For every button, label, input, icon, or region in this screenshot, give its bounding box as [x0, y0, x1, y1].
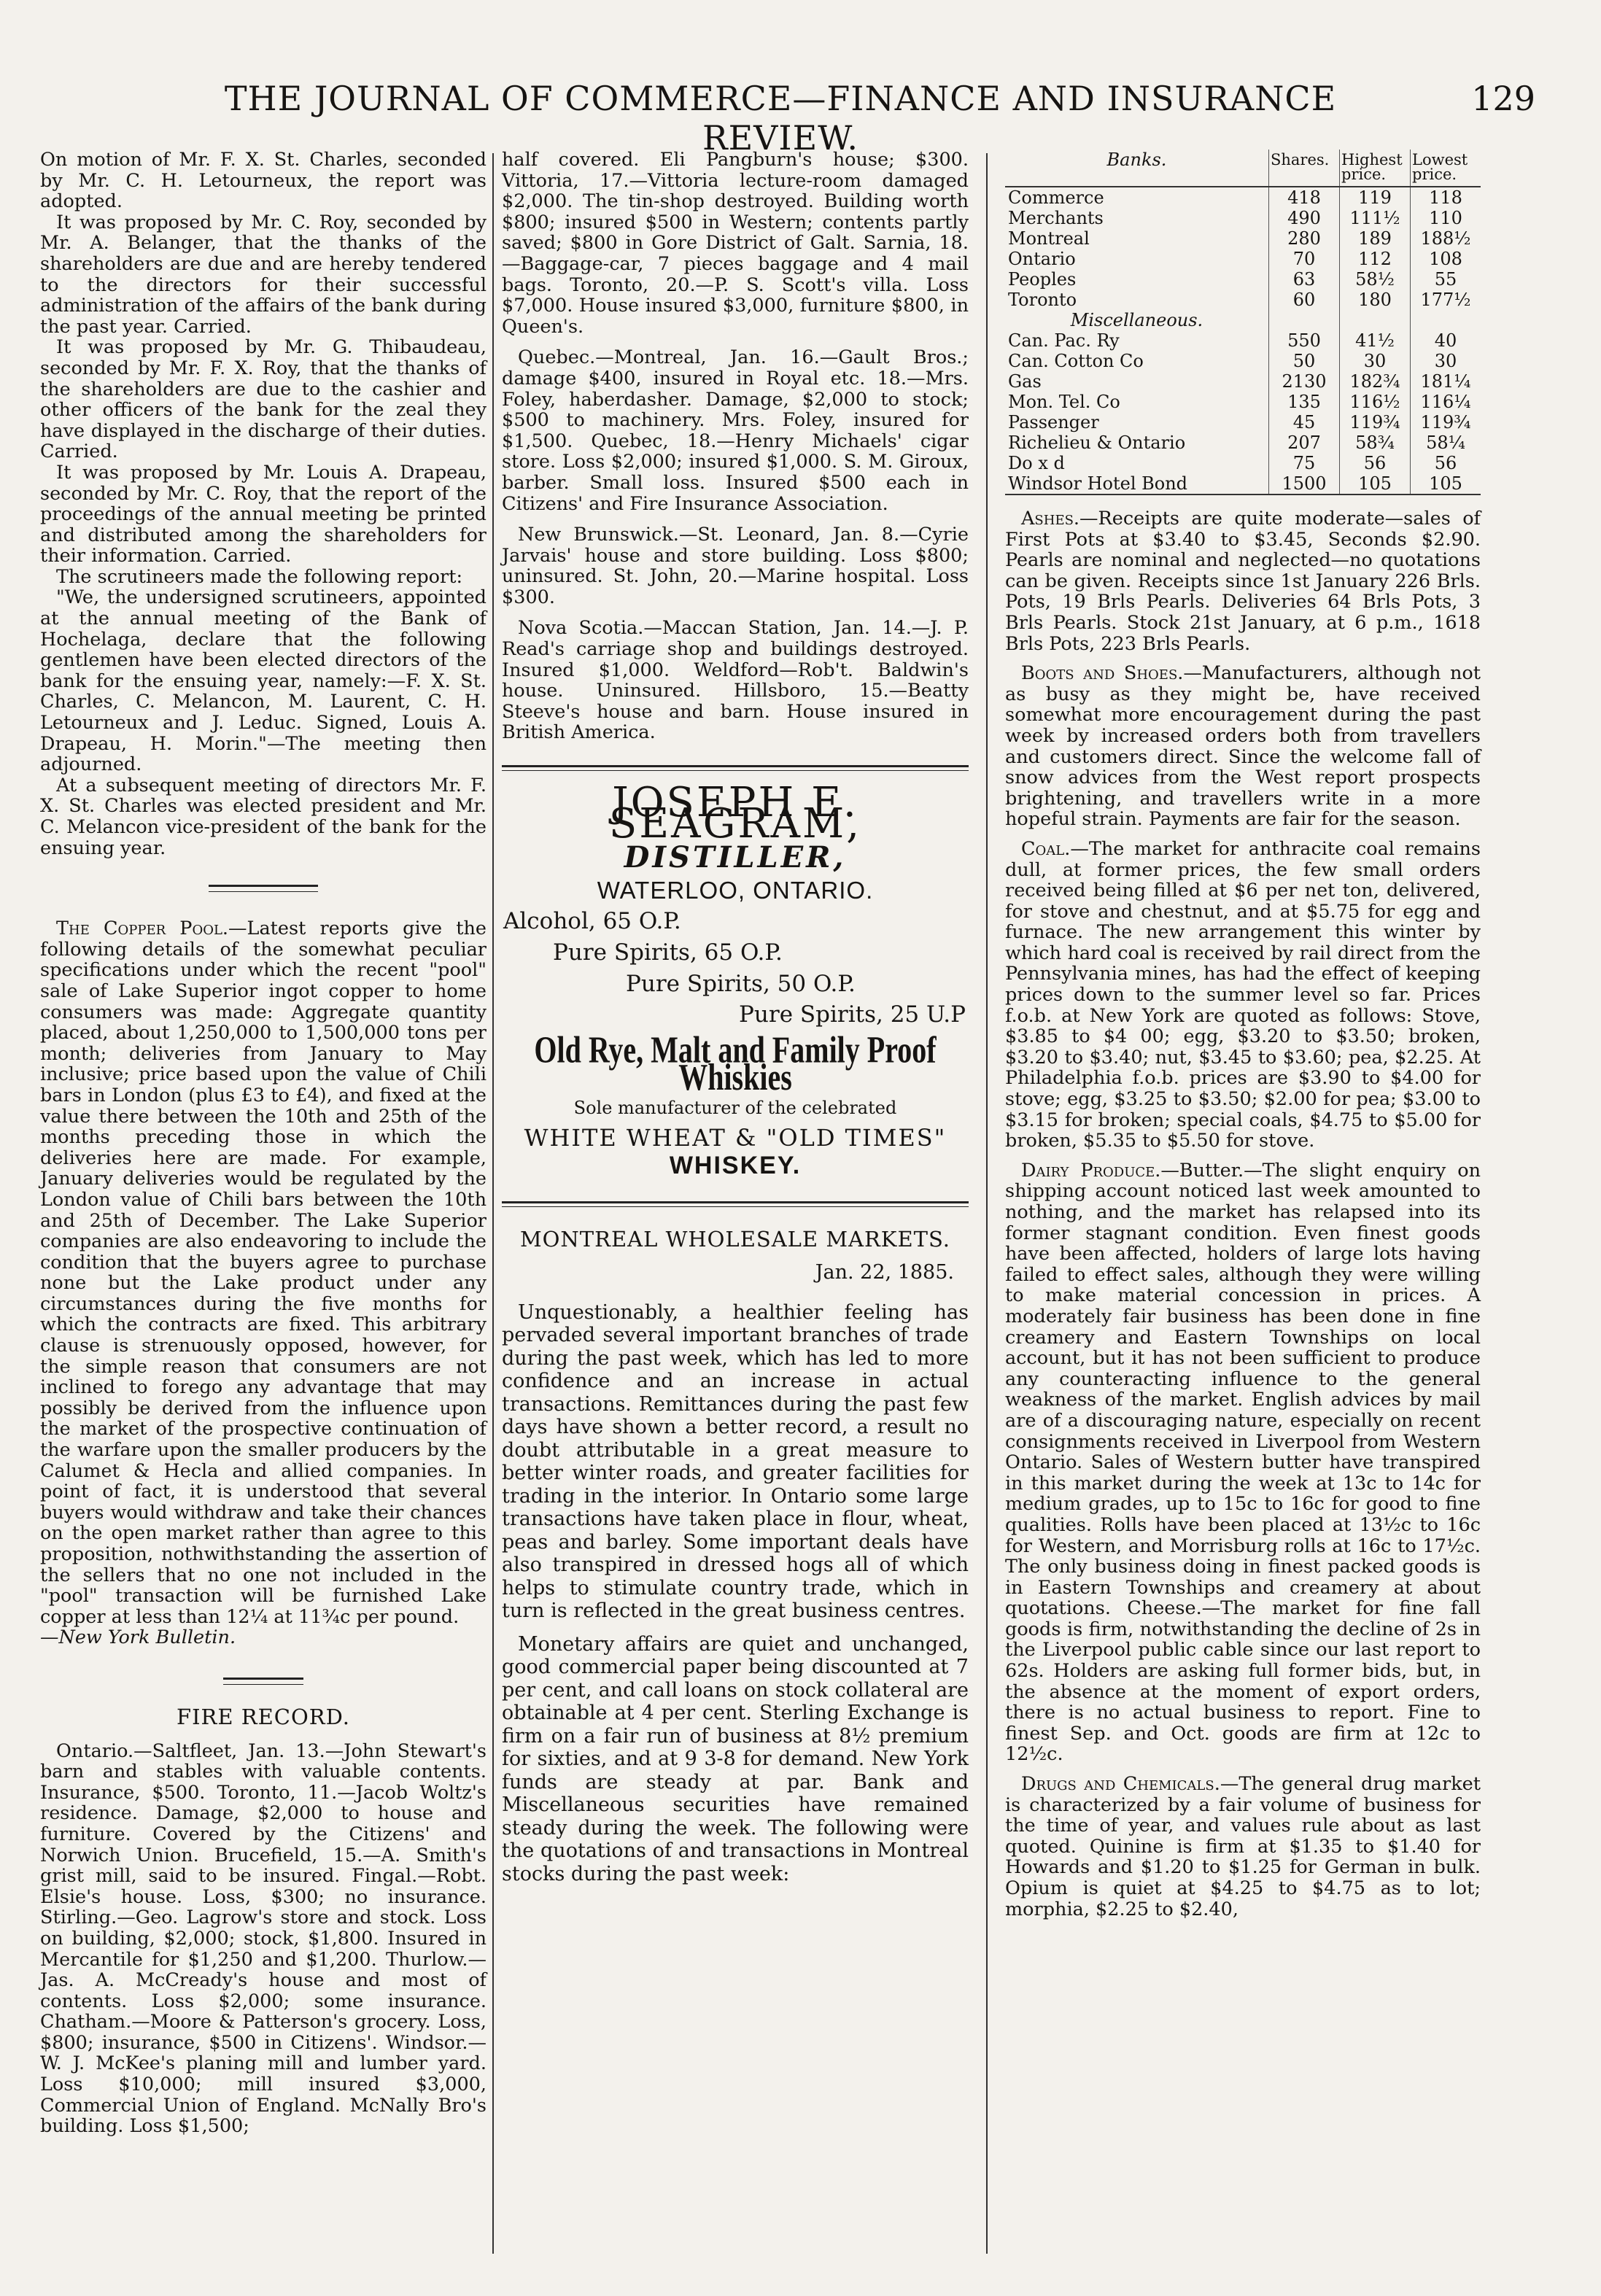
stock-name: Mon. Tel. Co: [1008, 392, 1120, 412]
fire-record-quebec: Quebec.—Montreal, Jan. 16.—Gault Bros.; damage $400, insured in Royal etc. 18.—Mrs. Foley, haberdasher. Damage, $2,000 to stock; $500 to machinery. Mrs. Foley, insured for $1,500. Quebec, 18.—Henry Michaels' cigar store. Loss $2,000; insured $1,000. S. M. Giroux, barber. Small loss. Insured $500 each in Citizens' and Fire Insurance Association.: [502, 346, 969, 515]
stock-shares: 45: [1269, 412, 1340, 433]
stock-shares: 418: [1269, 187, 1340, 208]
section-rule: [209, 885, 318, 892]
empty-cell: [1269, 310, 1340, 330]
journal-title: THE JOURNAL OF COMMERCE—FINANCE AND INSURANCE REVIEW.: [224, 79, 1337, 158]
section-lead: Coal.: [1021, 837, 1071, 860]
column-divider: [492, 153, 494, 2254]
fire-record-nova-scotia: Nova Scotia.—Maccan Station, Jan. 14.—J. P. Read's carriage shop and buildings destroyed. Insured $1,000. Weldford—Rob't. Baldwin's house. Uninsured. Hillsboro, 15.—Beatty Steeve's house and barn. House insured in British America.: [502, 617, 969, 744]
fire-record-title: FIRE RECORD.: [176, 1704, 351, 1729]
table-row: [1005, 228, 1481, 249]
paragraph: On motion of Mr. F. X. St. Charles, seconded by Mr. C. H. Letourneux, the report was adopted.: [40, 149, 486, 213]
section-lead: The Copper Pool.: [56, 918, 229, 940]
paragraph-text: —The market for anthracite coal remains dull, at former prices, the few small orders received being filled at $6 per net ton, delivered, for stove and chestnut, and at $5.75 for egg and furnace. The new arrangement this winter by which hard coal is received by rail direct from the Pennsylvania mines, has had the effect of keeping prices down to the summer level so far. Prices f.o.b. at New York are quoted as follows: Stove, $3.85 to $4 00; egg, $3.20 to $3.50; broken, $3.20 to $3.40; nut, $3.45 to $3.60; pea, $2.25. At Philadelphia f.o.b. prices are $3.90 to $4.00 for stove; egg, $3.25 to $3.50; $2.00 for pea; $3.00 to $3.15 for broken; special coals, $4.75 to $5.00 for broken, $5.35 to $5.50 for stove.: [1005, 837, 1481, 1152]
section-lead: Ashes.: [1021, 508, 1080, 530]
stock-shares: 207: [1269, 433, 1340, 453]
paragraph: [1005, 839, 1481, 1152]
stock-highest-price: 182¾: [1340, 371, 1411, 392]
table-subheading-row: [1005, 310, 1481, 330]
stock-lowest-price: 30: [1411, 351, 1481, 371]
stock-shares: 1500: [1269, 473, 1340, 495]
paragraph: It was proposed by Mr. C. Roy, seconded by Mr. A. Belanger, that the thanks of the shareholders are due and are hereby tendered to the directors for their successful administration of the affairs of the bank during the past year. Carried.: [40, 211, 486, 338]
fire-record-ontario: Ontario.—Saltfleet, Jan. 13.—John Stewart's barn and stables with valuable contents. Insurance, $500. Toronto, 11.—Jacob Woltz's residence. Damage, $2,000 to house and furniture. Covered by the Citizens' and Norwich Union. Brucefield, 15.—A. Smith's grist mill, said to be insured. Fingal.—Robt. Elsie's house. Loss, $300; no insurance. Stirling.—Geo. Lagrow's store and stock. Loss on building, $2,000; stock, $1,800. Insured in Mercantile for $1,250 and $1,200. Thurlow.—Jas. A. McCready's house and most of contents. Loss $2,000; some insurance. Chatham.—Moore & Patterson's grocery. Loss, $800; insurance, $500 in Citizens'. Windsor.—W. J. McKee's planing mill and lumber yard. Loss $10,000; mill insured $3,000, Commercial Union of England. McNally Bro's building. Loss $1,500;: [40, 1740, 486, 2138]
markets-article: [502, 1301, 969, 1886]
paragraph: "We, the undersigned scrutineers, appointed at the annual meeting of the Bank of Hochelaga, declare that the following gentlemen have been elected directors of the bank for the ensuing year, namely:—F. X. St. Charles, C. Melancon, M. Laurent, C. H. Letourneux and J. Leduc. Signed, Louis A. Drapeau, H. Morin."—The meeting then adjourned.: [40, 586, 486, 776]
stock-highest-price: 58¾: [1340, 433, 1411, 453]
stock-highest-price: 58½: [1340, 269, 1411, 290]
stock-name: Merchants: [1008, 208, 1104, 228]
stock-name: Peoples: [1008, 269, 1077, 290]
paragraph: Monetary affairs are quiet and unchanged, good commercial paper being discounted at 7 per cent, and call loans on stock collateral are obtainable at 4 per cent. Sterling Exchange is firm on a fair run of business at 8½ premium for sixties, and at 9 3-8 for demand. New York funds are steady at par. Bank and Miscellaneous securities have remained steady during the week. The following were the quotations of and transactions in Montreal stocks during the past week:: [502, 1632, 969, 1885]
stock-lowest-price: 116¼: [1411, 392, 1481, 412]
market-reports: [1005, 508, 1481, 1920]
column-header: Shares.: [1269, 150, 1340, 187]
page-number: 129: [1471, 79, 1535, 118]
column-2: [502, 150, 969, 1885]
stock-highest-price: 112: [1340, 249, 1411, 269]
misc-subheading: Miscellaneous.: [1070, 310, 1203, 330]
column-header: Lowest price.: [1411, 150, 1481, 187]
stock-highest-price: 116½: [1340, 392, 1411, 412]
stock-highest-price: 111½: [1340, 208, 1411, 228]
stock-shares: 63: [1269, 269, 1340, 290]
column-header: Banks.: [1005, 150, 1269, 187]
table-row: [1005, 433, 1481, 453]
stock-quotations-table: [1005, 150, 1481, 495]
stock-name: Richelieu & Ontario: [1008, 433, 1186, 453]
table-row: [1005, 371, 1481, 392]
stock-highest-price: 56: [1340, 453, 1411, 473]
paragraph-text: —Manufacturers, although not as busy as they might be, have received somewhat more encouragement during the past week by increased orders both from travellers and customers direct. Since the welcome fall of snow advices from the West report prospects brightening, and travellers write in a more hopeful strain. Payments are fair for the season.: [1005, 662, 1481, 831]
stock-name: Ontario: [1008, 249, 1076, 269]
stock-lowest-price: 118: [1411, 187, 1481, 208]
stock-highest-price: 189: [1340, 228, 1411, 249]
stock-lowest-price: 56: [1411, 453, 1481, 473]
stock-name: Gas: [1008, 371, 1042, 392]
ad-sole: Sole manufacturer of the celebrated: [573, 1097, 897, 1118]
stock-lowest-price: 119¾: [1411, 412, 1481, 433]
stock-highest-price: 41½: [1340, 330, 1411, 351]
stock-name: Passenger: [1008, 412, 1099, 433]
table-row: [1005, 453, 1481, 473]
stock-shares: 50: [1269, 351, 1340, 371]
stock-shares: 280: [1269, 228, 1340, 249]
copper-pool-article: [40, 918, 486, 1648]
paragraph: [1005, 1774, 1481, 1920]
ad-product-line: Pure Spirits, 25 U.P: [739, 1001, 966, 1028]
table-row: [1005, 249, 1481, 269]
paragraph: Unquestionably, a healthier feeling has pervaded several important branches of trade during the past week, which has led to more confidence and an increase in actual transactions. Remittances during the past few days have shown a better record, a result no doubt attributable in a great measure to better winter roads, and greater facilities for trading in the interior. In Ontario some large transactions have taken place in flour, wheat, peas and barley. Some important deals have also transpired in dressed hogs all of which helps to stimulate country trade, which in turn is reflected in the great business centres.: [502, 1300, 969, 1623]
table-row: [1005, 187, 1481, 208]
table-row: [1005, 330, 1481, 351]
stock-lowest-price: 105: [1411, 473, 1481, 495]
ad-product-line: Alcohol, 65 O.P.: [503, 908, 681, 935]
section-lead: Dairy Produce.: [1021, 1159, 1161, 1182]
stock-name: Windsor Hotel Bond: [1005, 473, 1269, 495]
stock-highest-price: 30: [1340, 351, 1411, 371]
paragraph: [1005, 663, 1481, 830]
fire-record-new-brunswick: New Brunswick.—St. Leonard, Jan. 8.—Cyrie Jarvais' house and store building. Loss $800; uninsured. St. John, 20.—Marine hospital. Loss $300.: [502, 524, 969, 608]
table-row: [1005, 392, 1481, 412]
column-divider: [986, 153, 988, 2254]
stock-shares: 60: [1269, 290, 1340, 310]
stock-lowest-price: 177½: [1411, 290, 1481, 310]
article-source: —New York Bulletin.: [40, 1626, 236, 1649]
table-row: [1005, 208, 1481, 228]
stock-lowest-price: 188½: [1411, 228, 1481, 249]
paragraph-text: —The general drug market is characterized by a fair volume of business for the time of year, and values rule about as last quoted. Quinine is firm at $1.35 to $1.40 for Howards and $1.20 to $1.25 for German in bulk. Opium is quiet at $4.25 to $4.75 as to lot; morphia, $2.25 to $2.40,: [1005, 1773, 1481, 1920]
stock-highest-price: 119¾: [1340, 412, 1411, 433]
column-3: [1005, 150, 1481, 1920]
table-header-row: [1005, 150, 1481, 187]
stock-lowest-price: 108: [1411, 249, 1481, 269]
paragraph-text: —Butter.—The slight enquiry on shipping account noticed last week amounted to nothing, and the market has relapsed into its former stagnant condition. Even finest goods have been affected, holders of large lots having failed to effect sales, although they were willing to make material concession in prices. A moderately fair business has been done in fine creamery and Eastern Townships on local account, but it has not been sufficient to produce any counteracting influence to the general weakness of the market. English advices by mail are of a discouraging nature, especially on recent consignments received in Liverpool from Western Ontario. Sales of Western butter have transpired in this market during the week at 13c to 14c for medium grades, up to 15c to 16c for good to fine qualities. Rolls have been placed at 13½c to 16c for Western, and Morrisburg rolls at 16c to 17½c. The only business doing in finest packed goods is in Eastern Townships and creamery at about quotations. Cheese.—The market for fine fall goods is firm, notwithstanding the decline of 2s in the Liverpool public cable since our last report to 62s. Holders are asking full former bids, but, in the absence at the moment of export orders, there is no actual business to report. Fine to finest Sep. and Oct. goods are firm at 12c to 12½c.: [1005, 1159, 1481, 1766]
ad-place: WATERLOO, ONTARIO.: [597, 876, 874, 904]
fire-record-continued: half covered. Eli Pangburn's house; $300. Vittoria, 17.—Vittoria lecture-room damaged $2,000. The tin-shop destroyed. Building worth $800; insured $500 in Western; contents partly saved; $800 in Gore District of Galt. Sarnia, 18.—Baggage-car, 7 pieces baggage and 4 mail bags. Toronto, 20.—P. S. Scott's villa. Loss $7,000. House insured $3,000, furniture $800, in Queen's.: [502, 149, 969, 338]
paragraph-text: —Receipts are quite moderate—sales of First Pots at $3.40 to $3.45, Seconds $2.90. Pearls are nominal and neglected—no quotations can be given. Receipts since 1st January 226 Brls. Pots, 19 Brls Pearls. Deliveries 64 Brls Pots, 3 Brls Pearls. Stock 21st January, at 6 p.m., 1618 Brls Pots, 223 Brls Pearls.: [1005, 508, 1481, 655]
stock-lowest-price: 110: [1411, 208, 1481, 228]
article-text: —Latest reports give the following details of the somewhat peculiar specifications under which the recent "pool" sale of Lake Superior ingot copper to home consumers was made: Aggregate quantity placed, about 1,250,000 to 1,500,000 tons per month; deliveries from January to May inclusive; price based upon the value of Chili bars in London (plus £3 to £4), and fixed at the value there between the 10th and 25th of the months preceding those in which the deliveries here are made. For example, January deliveries would be regulated by the London value of Chili bars between the 10th and 25th of December. The Lake Superior companies are also endeavoring to include the condition that the buyers agree to purchase none but the Lake product under any circumstances during the five months for which the contracts are fixed. This arbitrary clause is strenuously opposed, however, for the simple reason that consumers are not inclined to forego any advantage that may possibly be derived from the influence upon the market of the prospective continuation of the warfare upon the smaller producers by the Calumet & Hecla and allied companies. In point of fact, it is understood that several buyers would withdraw and take their chances on the open market rather than agree to this proposition, nothwithstanding the assertion of the sellers that no one not included in the "pool" transaction will be furnished Lake copper at less than 12¼ at 11¾c per pound.: [40, 918, 486, 1628]
stock-lowest-price: 181¼: [1411, 371, 1481, 392]
stock-shares: 2130: [1269, 371, 1340, 392]
ad-whiskey: WHISKEY.: [669, 1152, 802, 1180]
table-row: [1005, 269, 1481, 290]
empty-cell: [1411, 310, 1481, 330]
ad-whiskies: Old Rye, Malt and Family Proof Whiskies: [534, 1028, 937, 1098]
stock-name: Toronto: [1008, 290, 1077, 310]
table-body: [1005, 187, 1481, 495]
section-rule: [502, 1201, 969, 1207]
section-rule: [223, 1678, 303, 1685]
seagram-advertisement: [502, 779, 969, 1180]
stock-highest-price: 180: [1340, 290, 1411, 310]
paragraph: It was proposed by Mr. Louis A. Drapeau, seconded by Mr. C. Roy, that the report of the proceedings of the annual meeting be printed and distributed among the shareholders for their information. Carried.: [40, 461, 486, 567]
bank-meeting-article: [40, 150, 486, 858]
section-rule: [502, 765, 969, 771]
stock-name: Montreal: [1008, 228, 1090, 249]
ad-product-line: Pure Spirits, 65 O.P.: [553, 939, 783, 966]
paragraph: The scrutineers made the following report:: [56, 565, 463, 588]
stock-shares: 490: [1269, 208, 1340, 228]
stock-shares: 550: [1269, 330, 1340, 351]
stock-name: Do x d: [1008, 453, 1065, 473]
table-row: [1005, 351, 1481, 371]
section-lead: Boots and Shoes.: [1021, 662, 1184, 685]
stock-highest-price: 119: [1340, 187, 1411, 208]
stock-lowest-price: 40: [1411, 330, 1481, 351]
markets-date: Jan. 22, 1885.: [815, 1261, 954, 1284]
page-header: [44, 79, 1557, 158]
stock-highest-price: 105: [1340, 473, 1411, 495]
column-1: [40, 150, 486, 2137]
paragraph: It was proposed by Mr. G. Thibaudeau, seconded by Mr. F. X. Roy, that the thanks of the shareholders are due to the cashier and other officers of the bank for the zeal they have displayed in the discharge of their duties. Carried.: [40, 336, 486, 463]
stock-lowest-price: 58¼: [1411, 433, 1481, 453]
section-lead: Drugs and Chemicals.: [1021, 1773, 1220, 1796]
paragraph: [1005, 1160, 1481, 1765]
stock-shares: 75: [1269, 453, 1340, 473]
stock-name: Can. Cotton Co: [1008, 351, 1144, 371]
stock-shares: 70: [1269, 249, 1340, 269]
paragraph: [1005, 508, 1481, 654]
table-row: [1005, 412, 1481, 433]
ad-product-line: Pure Spirits, 50 O.P.: [626, 970, 856, 997]
stock-name: Can. Pac. Ry: [1008, 330, 1120, 351]
empty-cell: [1340, 310, 1411, 330]
ad-trade: DISTILLER,: [624, 840, 847, 875]
stock-shares: 135: [1269, 392, 1340, 412]
markets-title: MONTREAL WHOLESALE MARKETS.: [519, 1226, 951, 1252]
ad-name: JOSEPH E. SEAGRAM,: [608, 779, 862, 848]
table-row: [1005, 473, 1481, 495]
paragraph: At a subsequent meeting of directors Mr. F. X. St. Charles was elected president and Mr. C. Melancon vice-president of the bank for the ensuing year.: [40, 774, 486, 859]
stock-lowest-price: 55: [1411, 269, 1481, 290]
stock-name: Commerce: [1008, 187, 1104, 208]
column-header: Highest price.: [1340, 150, 1411, 187]
ad-brand: WHITE WHEAT & "OLD TIMES": [524, 1123, 947, 1152]
table-row: [1005, 290, 1481, 310]
